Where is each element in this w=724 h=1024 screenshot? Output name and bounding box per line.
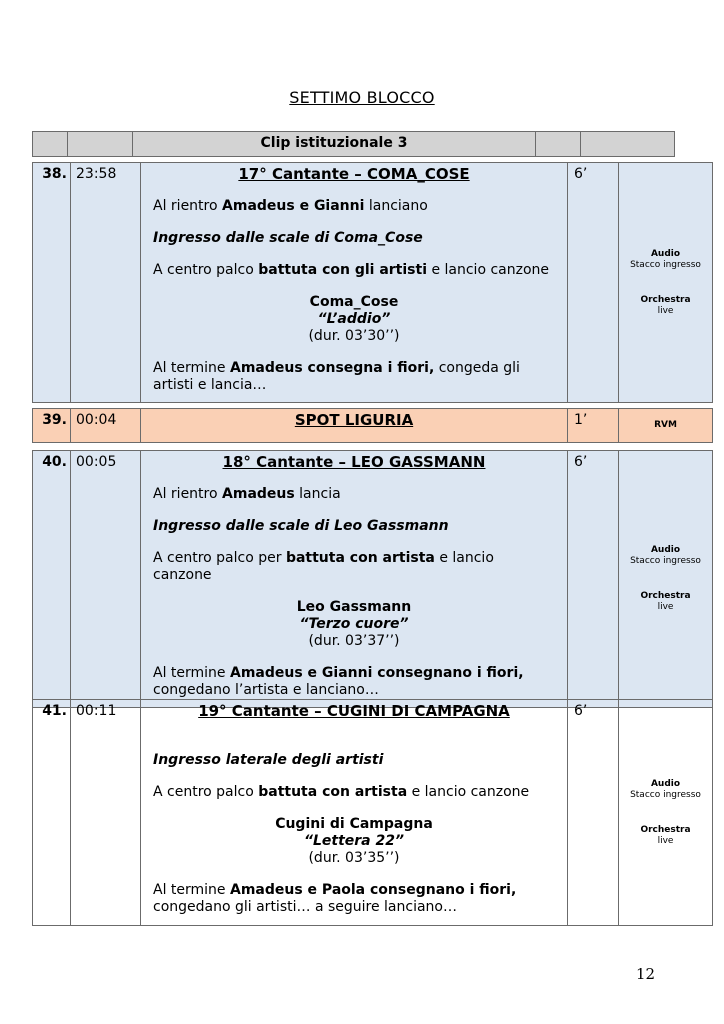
audio-label: Audio [650, 248, 681, 259]
audio-value: Stacco ingresso [630, 259, 701, 270]
song-duration: (dur. 03’35’’) [308, 850, 400, 866]
end-line: Al termine Amadeus e Paola consegnano i fiori, congedano gli artisti… a seguire lanciano… [153, 882, 517, 915]
page-number: 12 [636, 965, 656, 983]
singer-heading: 18° Cantante – LEO GASSMANN [222, 453, 486, 471]
end-line: Al termine Amadeus e Gianni consegnano i fiori, congedano l’artista e lanciano… [153, 665, 524, 698]
table-row [33, 163, 713, 403]
item-table-41 [32, 699, 713, 926]
spot-duration: 1’ [568, 409, 619, 443]
orchestra-value: live [657, 835, 674, 846]
song-duration: (dur. 03’37’’) [308, 633, 400, 649]
item-table-38 [32, 162, 713, 403]
item-side-notes [619, 163, 713, 403]
stage-line: A centro palco per battuta con artista e lancio canzone [153, 550, 494, 583]
spot-number: 39. [33, 409, 71, 443]
orchestra-label: Orchestra [640, 294, 691, 305]
orchestra-label: Orchestra [640, 824, 691, 835]
stage-line: A centro palco battuta con gli artisti e lancio canzone [153, 262, 550, 278]
clip-time-cell [68, 132, 133, 157]
item-content [141, 451, 568, 708]
audio-value: Stacco ingresso [630, 556, 701, 566]
spot-title: SPOT LIGURIA [294, 411, 414, 429]
audio-label: Audio [650, 545, 681, 555]
item-table-40 [32, 450, 713, 708]
singer-heading: 19° Cantante – CUGINI DI CAMPAGNA [198, 702, 510, 720]
table-row [33, 451, 713, 708]
item-number: 38. [33, 163, 71, 403]
stage-line: A centro palco battuta con artista e lancio canzone [153, 784, 530, 800]
clip-duration-cell [536, 132, 581, 157]
clip-table [32, 131, 675, 157]
clip-side-cell [581, 132, 675, 157]
item-time: 00:05 [71, 451, 141, 708]
clip-num-cell [33, 132, 68, 157]
artist-name: Coma_Cose [309, 294, 399, 310]
song-title: “Terzo cuore” [299, 616, 409, 632]
entrance-line: Ingresso dalle scale di Coma_Cose [153, 230, 423, 246]
spot-time: 00:04 [71, 409, 141, 443]
spot-row [33, 409, 713, 443]
orchestra-label: Orchestra [640, 591, 691, 601]
song-title: “L’addio” [317, 311, 391, 327]
spot-content [141, 409, 568, 443]
spot-table [32, 408, 713, 443]
item-content [141, 163, 568, 403]
item-side-notes [619, 451, 713, 708]
intro-line: Al rientro Amadeus e Gianni lanciano [153, 198, 428, 214]
audio-label: Audio [650, 778, 681, 789]
artist-name: Cugini di Campagna [275, 816, 433, 832]
spot-side: RVM [619, 409, 713, 443]
artist-name: Leo Gassmann [296, 599, 412, 615]
entrance-line: Ingresso laterale degli artisti [153, 752, 384, 768]
item-time: 23:58 [71, 163, 141, 403]
orchestra-value: live [657, 305, 674, 316]
item-duration: 6’ [568, 163, 619, 403]
singer-heading: 17° Cantante – COMA_COSE [238, 165, 470, 183]
item-duration: 6’ [568, 451, 619, 708]
intro-line: Al rientro Amadeus lancia [153, 486, 341, 502]
clip-title: Clip istituzionale 3 [133, 132, 536, 157]
table-row [33, 700, 713, 926]
entrance-line: Ingresso dalle scale di Leo Gassmann [153, 518, 449, 534]
end-line: Al termine Amadeus consegna i fiori, congeda gli artisti e lancia… [153, 360, 520, 393]
page-title: SETTIMO BLOCCO [289, 88, 435, 107]
item-number: 40. [33, 451, 71, 708]
item-side-notes [619, 700, 713, 926]
song-duration: (dur. 03’30’’) [308, 328, 400, 344]
orchestra-value: live [657, 602, 674, 612]
song-title: “Lettera 22” [303, 833, 405, 849]
clip-row [33, 132, 675, 157]
item-time: 00:11 [71, 700, 141, 926]
item-content [141, 700, 568, 926]
audio-value: Stacco ingresso [630, 789, 701, 800]
item-number: 41. [33, 700, 71, 926]
item-duration: 6’ [568, 700, 619, 926]
